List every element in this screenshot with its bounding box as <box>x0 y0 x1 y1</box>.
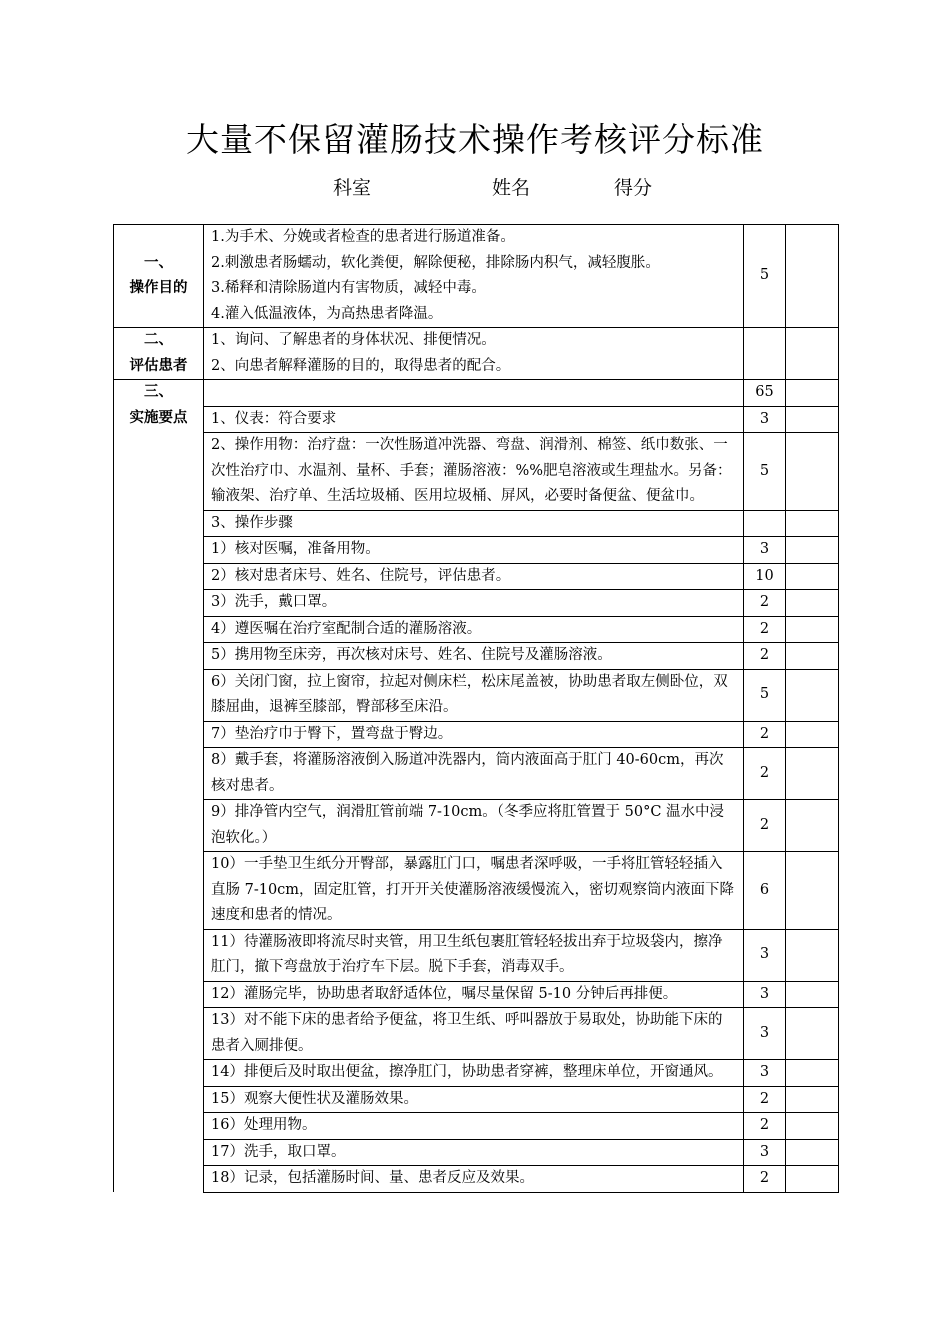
table-row <box>114 510 839 537</box>
score-cell: 2 <box>744 800 786 852</box>
table-row <box>114 852 839 930</box>
table-row <box>114 406 839 433</box>
section-row-impl-header <box>114 380 839 407</box>
score-cell: 3 <box>744 537 786 564</box>
deduction-cell <box>786 225 839 328</box>
score-cell: 2 <box>744 643 786 670</box>
item-text: 2、操作用物：治疗盘：一次性肠道冲洗器、弯盘、润滑剂、棉签、纸巾数张、一次性治疗巾、水温剂、量杯、手套；灌肠溶液：%%肥皂溶液或生理盐水。另备：输液架、治疗单、生活垃圾桶、医用垃圾桶、屏风，必要时备便盆、便盆巾。 <box>204 433 744 511</box>
deduction-cell <box>786 721 839 748</box>
table-row <box>114 537 839 564</box>
deduction-cell <box>786 328 839 380</box>
table-row <box>114 433 839 511</box>
score-cell: 2 <box>744 748 786 800</box>
assess-content <box>204 328 744 380</box>
deduction-cell <box>786 406 839 433</box>
score-cell: 2 <box>744 721 786 748</box>
deduction-cell <box>786 1166 839 1193</box>
item-text: 3、操作步骤 <box>204 510 744 537</box>
section-label-impl: 三、 实施要点 <box>114 380 204 1193</box>
score-label: 得分 <box>614 177 653 199</box>
score-cell: 5 <box>744 669 786 721</box>
item-text: 13）对不能下床的患者给予便盆，将卫生纸、呼叫器放于易取处，协助能下床的患者入厕排便。 <box>204 1008 744 1060</box>
score-cell: 5 <box>744 433 786 511</box>
item-text: 17）洗手，取口罩。 <box>204 1139 744 1166</box>
header-fields <box>0 173 950 203</box>
item-text: 5）携用物至床旁，再次核对床号、姓名、住院号及灌肠溶液。 <box>204 643 744 670</box>
item-text: 1、仪表：符合要求 <box>204 406 744 433</box>
deduction-cell <box>786 563 839 590</box>
section-label-purpose: 一、 操作目的 <box>114 225 204 328</box>
deduction-cell <box>786 929 839 981</box>
score-cell: 3 <box>744 981 786 1008</box>
impl-header-content <box>204 380 744 407</box>
table-row <box>114 1060 839 1087</box>
item-text: 1）核对医嘱，准备用物。 <box>204 537 744 564</box>
deduction-cell <box>786 852 839 930</box>
score-cell: 2 <box>744 616 786 643</box>
score-cell <box>744 328 786 380</box>
item-text: 16）处理用物。 <box>204 1113 744 1140</box>
deduction-cell <box>786 748 839 800</box>
table-row <box>114 616 839 643</box>
deduction-cell <box>786 1060 839 1087</box>
score-cell: 2 <box>744 1113 786 1140</box>
page-title: 大量不保留灌肠技术操作考核评分标准 <box>186 120 764 159</box>
score-cell: 10 <box>744 563 786 590</box>
section-row-assess <box>114 328 839 380</box>
table-row <box>114 929 839 981</box>
table-row <box>114 1008 839 1060</box>
item-text: 6）关闭门窗，拉上窗帘，拉起对侧床栏，松床尾盖被，协助患者取左侧卧位，双膝屈曲，退裤至膝部，臀部移至床沿。 <box>204 669 744 721</box>
score-cell: 2 <box>744 590 786 617</box>
impl-total-score: 65 <box>744 380 786 407</box>
score-cell: 5 <box>744 225 786 328</box>
item-text: 2）核对患者床号、姓名、住院号，评估患者。 <box>204 563 744 590</box>
score-cell: 2 <box>744 1086 786 1113</box>
purpose-line: 4.灌入低温液体，为高热患者降温。 <box>211 305 443 322</box>
deduction-cell <box>786 643 839 670</box>
purpose-line: 3.稀释和清除肠道内有害物质，减轻中毒。 <box>211 280 486 296</box>
score-cell: 3 <box>744 929 786 981</box>
item-text: 12）灌肠完毕，协助患者取舒适体位，嘱尽量保留 5-10 分钟后再排便。 <box>204 981 744 1008</box>
table-row <box>114 563 839 590</box>
table-row <box>114 981 839 1008</box>
purpose-content <box>204 225 744 328</box>
item-text: 8）戴手套，将灌肠溶液倒入肠道冲洗器内，筒内液面高于肛门 40-60cm，再次核对患者。 <box>204 748 744 800</box>
item-text: 10）一手垫卫生纸分开臀部，暴露肛门口，嘱患者深呼吸，一手将肛管轻轻插入直肠 7-10cm，固定肛管，打开开关使灌肠溶液缓慢流入，密切观察筒内液面下降速度和患者的情况。 <box>204 852 744 930</box>
section-row-purpose <box>114 225 839 328</box>
score-cell: 6 <box>744 852 786 930</box>
deduction-cell <box>786 1113 839 1140</box>
name-label: 姓名 <box>492 177 531 199</box>
dept-label: 科室 <box>333 177 372 199</box>
item-text: 3）洗手，戴口罩。 <box>204 590 744 617</box>
deduction-cell <box>786 433 839 511</box>
section-label-assess: 二、 评估患者 <box>114 328 204 380</box>
purpose-line: 2.刺激患者肠蠕动，软化粪便，解除便秘，排除肠内积气，减轻腹胀。 <box>211 254 660 271</box>
score-cell: 3 <box>744 1139 786 1166</box>
deduction-cell <box>786 669 839 721</box>
deduction-cell <box>786 800 839 852</box>
deduction-cell <box>786 1139 839 1166</box>
assess-line: 2、向患者解释灌肠的目的，取得患者的配合。 <box>211 357 511 374</box>
item-text: 14）排便后及时取出便盆，擦净肛门，协助患者穿裤，整理床单位，开窗通风。 <box>204 1060 744 1087</box>
table-row <box>114 669 839 721</box>
deduction-cell <box>786 981 839 1008</box>
table-row <box>114 1113 839 1140</box>
item-text: 15）观察大便性状及灌肠效果。 <box>204 1086 744 1113</box>
score-cell: 2 <box>744 1166 786 1193</box>
deduction-cell <box>786 510 839 537</box>
table-row <box>114 1086 839 1113</box>
purpose-line: 1.为手术、分娩或者检查的患者进行肠道准备。 <box>211 229 515 245</box>
deduction-cell <box>786 1086 839 1113</box>
item-text: 11）待灌肠液即将流尽时夹管，用卫生纸包裹肛管轻轻拔出弃于垃圾袋内，擦净肛门，撤下弯盘放于治疗车下层。脱下手套，消毒双手。 <box>204 929 744 981</box>
score-cell <box>744 510 786 537</box>
deduction-cell <box>786 590 839 617</box>
deduction-cell <box>786 1008 839 1060</box>
table-row <box>114 800 839 852</box>
item-text: 18）记录，包括灌肠时间、量、患者反应及效果。 <box>204 1166 744 1193</box>
table-row <box>114 748 839 800</box>
score-cell: 3 <box>744 406 786 433</box>
score-cell: 3 <box>744 1008 786 1060</box>
deduction-cell <box>786 616 839 643</box>
deduction-cell <box>786 380 839 407</box>
table-row <box>114 721 839 748</box>
item-text: 4）遵医嘱在治疗室配制合适的灌肠溶液。 <box>204 616 744 643</box>
assess-line: 1、询问、了解患者的身体状况、排便情况。 <box>211 332 496 348</box>
table-row <box>114 1139 839 1166</box>
scoring-table <box>113 224 839 1193</box>
table-row <box>114 643 839 670</box>
item-text: 9）排净管内空气，润滑肛管前端 7-10cm。（冬季应将肛管置于 50°C 温水中浸泡软化。） <box>204 800 744 852</box>
table-row <box>114 590 839 617</box>
deduction-cell <box>786 537 839 564</box>
item-text: 7）垫治疗巾于臀下，置弯盘于臀边。 <box>204 721 744 748</box>
score-cell: 3 <box>744 1060 786 1087</box>
table-row <box>114 1166 839 1193</box>
